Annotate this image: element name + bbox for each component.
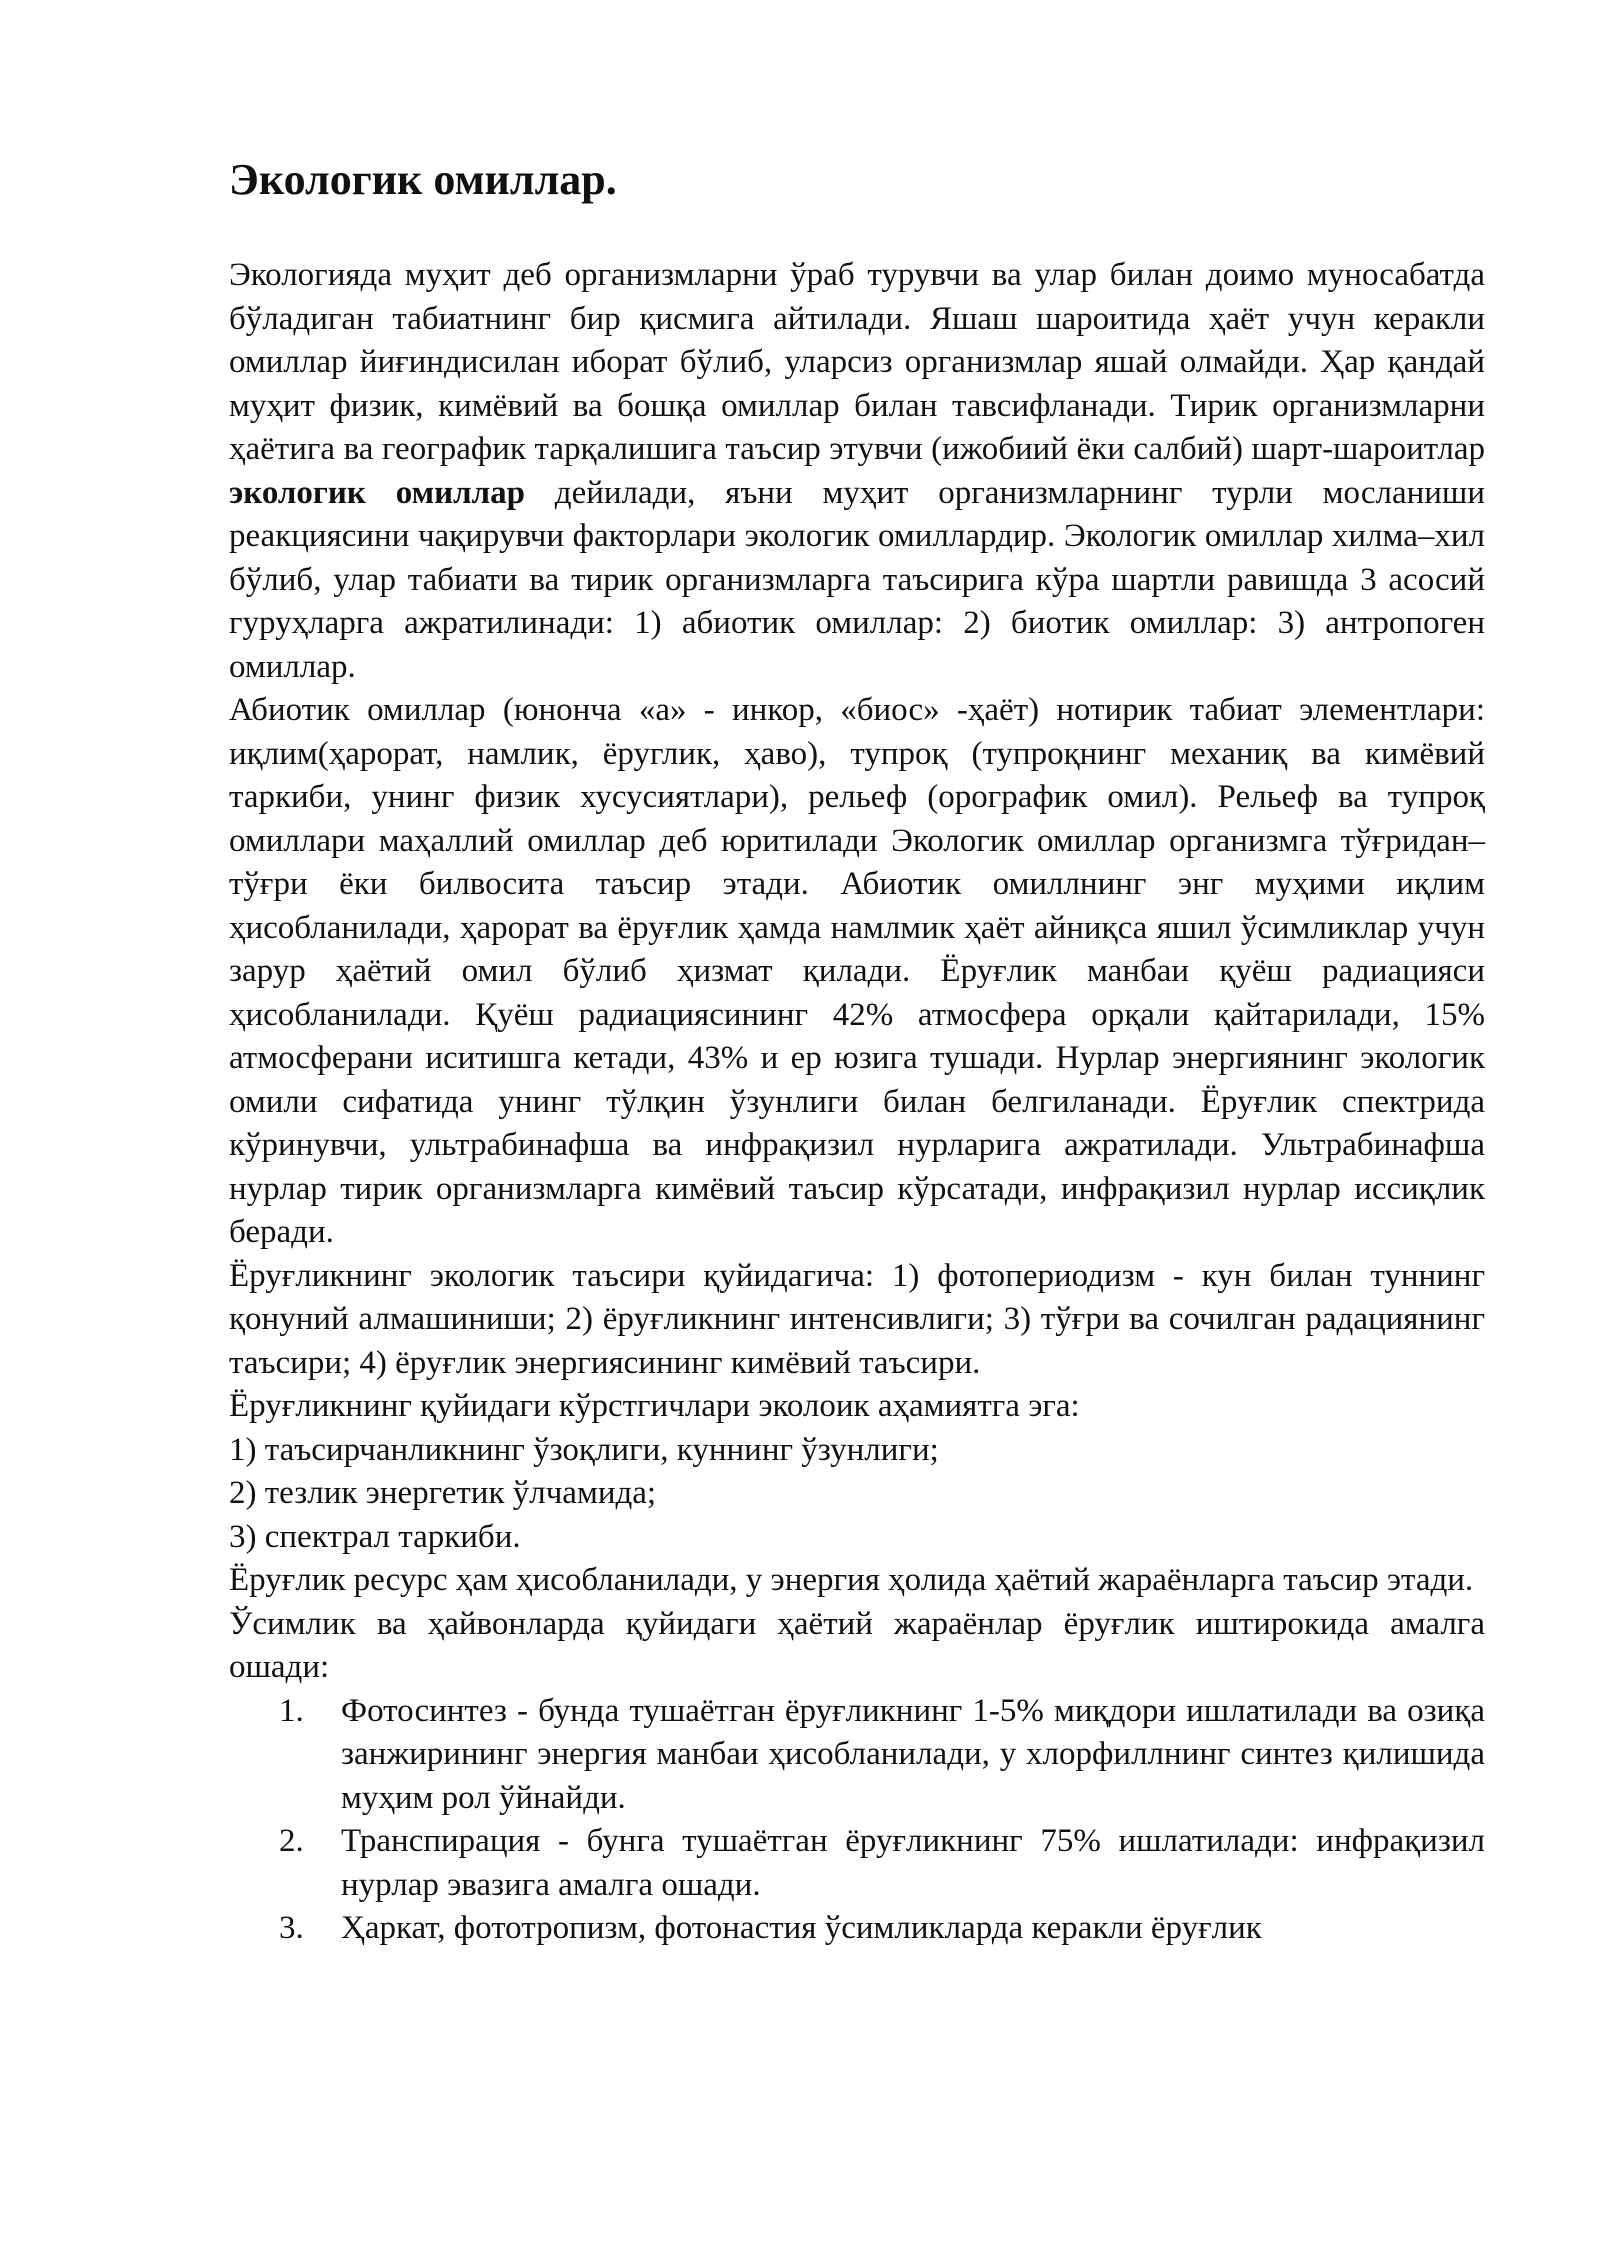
bold-term: экологик омиллар	[229, 474, 525, 511]
list-item-text: Фотосинтез - бунда тушаётган ёруғликнинг 1-5% миқдори ишлатилади ва озиқа занжирининг энергия манбаи ҳисобланилади, у хлорфиллнинг синтез қилишида муҳим рол ўйнайди.	[341, 1692, 1485, 1816]
document-title: Экологик омиллар.	[229, 155, 617, 204]
list-item-number: 2.	[279, 1823, 304, 1859]
paragraph-life-processes: Ўсимлик ва ҳайвонларда қуйидаги ҳаётий жараёнлар ёруғлик иштирокида амалга ошади:	[229, 1605, 1485, 1685]
paragraph-intro-start: Экологияда муҳит деб организмларни ўраб турувчи ва улар билан доимо муносабатда бўладиган табиатнинг бир қисмига айтилади. Яшаш шароитида ҳаёт учун керакли омиллар йиғиндисилан иборат бўлиб, уларсиз организмлар яшай олмайди. Ҳар қандай муҳит физик, кимёвий ва бошқа омиллар билан тавсифланади. Тирик организмларни ҳаётига ва географик тарқалишига таъсир этувчи (ижобиий ёки салбий) шарт-шароитлар	[229, 257, 1485, 467]
indicator-line-2: 2) тезлик энергетик ўлчамида;	[229, 1475, 657, 1511]
processes-list	[229, 1690, 1485, 1951]
list-item	[229, 1820, 1485, 1907]
list-item	[229, 1907, 1485, 1951]
paragraph-light-resource: Ёруғлик ресурс ҳам ҳисобланилади, у энергия ҳолида ҳаётий жараёнларга таъсир этади.	[229, 1562, 1474, 1598]
paragraph-abiotic: Абиотик омиллар (юнонча «а» - инкор, «биос» -ҳаёт) нотирик табиат элементлари: иқлим(ҳарорат, намлик, ёруглик, ҳаво), тупроқ (тупроқнинг механиқ ва кимёвий таркиби, унинг физик хусусиятлари), рельеф (орографик омил). Рельеф ва тупроқ омиллари маҳаллий омиллар деб юритилади Экологик омиллар организмга тўғридан–тўғри ёки билвосита таъсир этади. Абиотик омиллнинг энг муҳими иқлим ҳисобланилади, ҳарорат ва ёруғлик ҳамда намлмик ҳаёт айниқса яшил ўсимликлар учун зарур ҳаётий омил бўлиб ҳизмат қилади. Ёруғлик манбаи қуёш радиацияси ҳисобланилади. Қуёш радиациясининг 42% атмосфера орқали қайтарилади, 15% атмосферани иситишга кетади, 43% и ер юзига тушади. Нурлар энергиянинг экологик омили сифатида унинг тўлқин ўзунлиги билан белгиланади. Ёруғлик спектрида кўринувчи, ультрабинафша ва инфрақизил нурларига ажратилади. Ультрабинафша нурлар тирик организмларга кимёвий таъсир кўрсатади, инфрақизил нурлар иссиқлик беради.	[229, 692, 1485, 1250]
document-page	[229, 150, 1485, 1951]
list-item-text: Ҳаркат, фототропизм, фотонастия ўсимликларда керакли ёруғлик	[341, 1910, 1262, 1946]
paragraph-intro	[229, 254, 1485, 689]
list-item-number: 1.	[279, 1692, 304, 1729]
paragraph-intro-end: дейилади, яъни муҳит организмларнинг турли мосланиши реакциясини чақирувчи факторлари экологик омиллардир. Экологик омиллар хилма–хил бўлиб, улар табиати ва тирик организмларга таъсирига кўра шартли равишда 3 асосий гуруҳларга ажратилинади: 1) абиотик омиллар: 2) биотик омиллар: 3) антропоген омиллар.	[229, 474, 1485, 685]
paragraph-light-effects: Ёруғликнинг экологик таъсири қуйидагича: 1) фотопериодизм - кун билан туннинг қонуний алмашиниши; 2) ёруғликнинг интенсивлиги; 3) тўғри ва сочилган радациянинг таъсири; 4) ёруғлик энергиясининг кимёвий таъсири.	[229, 1257, 1485, 1381]
indicator-line-3: 3) спектрал таркиби.	[229, 1518, 521, 1555]
list-item-number: 3.	[279, 1910, 304, 1946]
list-item	[229, 1690, 1485, 1821]
list-item-text: Транспирация - бунга тушаётган ёруғликнинг 75% ишлатилади: инфрақизил нурлар эвазига амалга ошади.	[341, 1823, 1485, 1903]
paragraph-light-indicators: Ёруғликнинг қуйидаги кўрстгичлари эколоик аҳамиятга эга:	[229, 1388, 1080, 1424]
indicator-line-1: 1) таъсирчанликнинг ўзоқлиги, куннинг ўзунлиги;	[229, 1431, 939, 1468]
